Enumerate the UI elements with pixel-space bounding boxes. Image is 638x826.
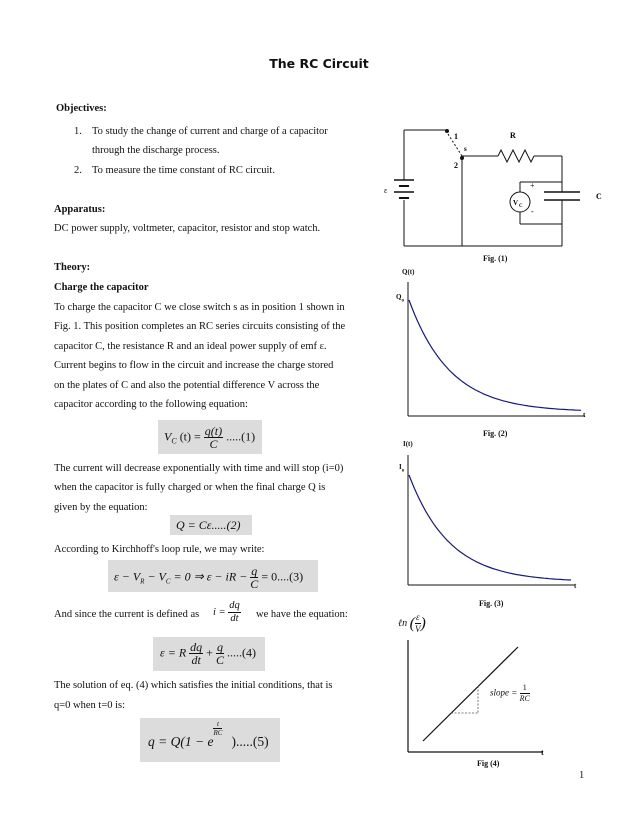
apparatus-text: DC power supply, voltmeter, capacitor, resistor and stop watch. [54, 223, 321, 234]
switch-terminal-1 [445, 129, 449, 133]
objective-1-line-2: through the discharge process. [92, 145, 220, 156]
page-title: The RC Circuit [269, 56, 369, 71]
current-definition: i = $\frac{dq}{dt}$ [213, 600, 240, 624]
fig3-xlabel: t [574, 582, 577, 590]
paragraph-line: According to Kirchhoff's loop rule, we may write: [54, 544, 265, 555]
switch-terminal-2 [460, 156, 464, 160]
fig4-caption: Fig (4) [477, 759, 500, 768]
fig3-y0-label: $I_o$ [399, 463, 405, 474]
fig2-caption: Fig. (2) [483, 429, 508, 438]
fig4-ylabel: ℓn ( $\frac{\varepsilon}{V}$ ) [398, 612, 426, 634]
page-number: 1 [579, 770, 585, 781]
circuit-diagram [380, 120, 610, 260]
slope-annotation: slope = $\frac{1}{RC}$ [490, 683, 530, 703]
terminal-2-label: 2 [454, 161, 458, 170]
paragraph-line: And since the current is defined as [54, 609, 200, 620]
paragraph-line: To charge the capacitor C we close switch s as in position 1 shown in [54, 302, 345, 313]
fig4-plot [405, 640, 565, 760]
fig3-curve [409, 475, 571, 580]
paragraph-line: given by the equation: [54, 502, 148, 513]
paragraph-line: The solution of eq. (4) which satisfies the initial conditions, that is [54, 680, 333, 691]
fig3-ylabel: I(t) [403, 440, 413, 448]
emf-label: ε [384, 186, 388, 195]
fig2-y0-label: $Q_o$ [396, 293, 404, 304]
fig3-plot [405, 455, 605, 590]
voltmeter-minus: - [531, 207, 534, 216]
voltmeter-plus: + [530, 181, 535, 190]
paragraph-line: capacitor according to the following equation: [54, 399, 248, 410]
resistor-label: R [510, 131, 516, 140]
equation-3: $\varepsilon - V_R - V_C = 0$ ⇒ ε − iR − $\frac{q}{C}$ = 0....(3) [114, 564, 304, 591]
capacitor-label: C [596, 192, 602, 201]
objective-1-number: 1. [74, 126, 82, 137]
objective-1-line-1: To study the change of current and charge of a capacitor [92, 126, 328, 137]
equation-1: $V_C$ (t) = $\frac{q(t)}{C}$ .....(1) [164, 424, 256, 451]
apparatus-heading: Apparatus: [54, 204, 106, 215]
paragraph-line: when the capacitor is fully charged or when the final charge Q is [54, 482, 326, 493]
theory-heading: Theory: [54, 262, 91, 273]
equation-4: ε = R $\frac{dq}{dt}$ + $\frac{q}{C}$ .....(4) [160, 640, 256, 667]
paragraph-line: we have the equation: [256, 609, 348, 620]
paragraph-line: Current begins to flow in the circuit and increase the charge stored [54, 360, 334, 371]
voltmeter-label-sub: C [519, 204, 523, 209]
paragraph-line: Fig. 1. This position completes an RC series circuits consisting of the [54, 321, 346, 332]
objective-2-line-1: To measure the time constant of RC circuit. [92, 165, 275, 176]
fig2-curve [409, 300, 581, 410]
equation-5: q = Q(1 − e $\frac{t}{RC}$ ).....(5) [148, 720, 269, 749]
objective-2-number: 2. [74, 165, 82, 176]
objectives-heading: Objectives: [56, 103, 107, 114]
fig4-xlabel: t [541, 748, 544, 757]
paragraph-line: q=0 when t=0 is: [54, 700, 126, 711]
fig2-ylabel: Q(t) [402, 268, 415, 276]
fig2-xlabel: t [583, 411, 586, 419]
paragraph-line: on the plates of C and also the potential difference V across the [54, 380, 320, 391]
fig1-caption: Fig. (1) [483, 254, 508, 263]
switch-label: s [464, 145, 467, 153]
theory-subheading: Charge the capacitor [54, 282, 149, 293]
terminal-1-label: 1 [454, 132, 458, 141]
voltmeter-label: V [513, 199, 519, 207]
paragraph-line: capacitor C, the resistance R and an ideal power supply of emf ε. [54, 341, 327, 352]
paragraph-line: The current will decrease exponentially with time and will stop (i=0) [54, 463, 344, 474]
fig2-plot [405, 282, 605, 422]
equation-2: Q = Cε.....(2) [176, 518, 241, 532]
fig3-caption: Fig. (3) [479, 599, 504, 608]
